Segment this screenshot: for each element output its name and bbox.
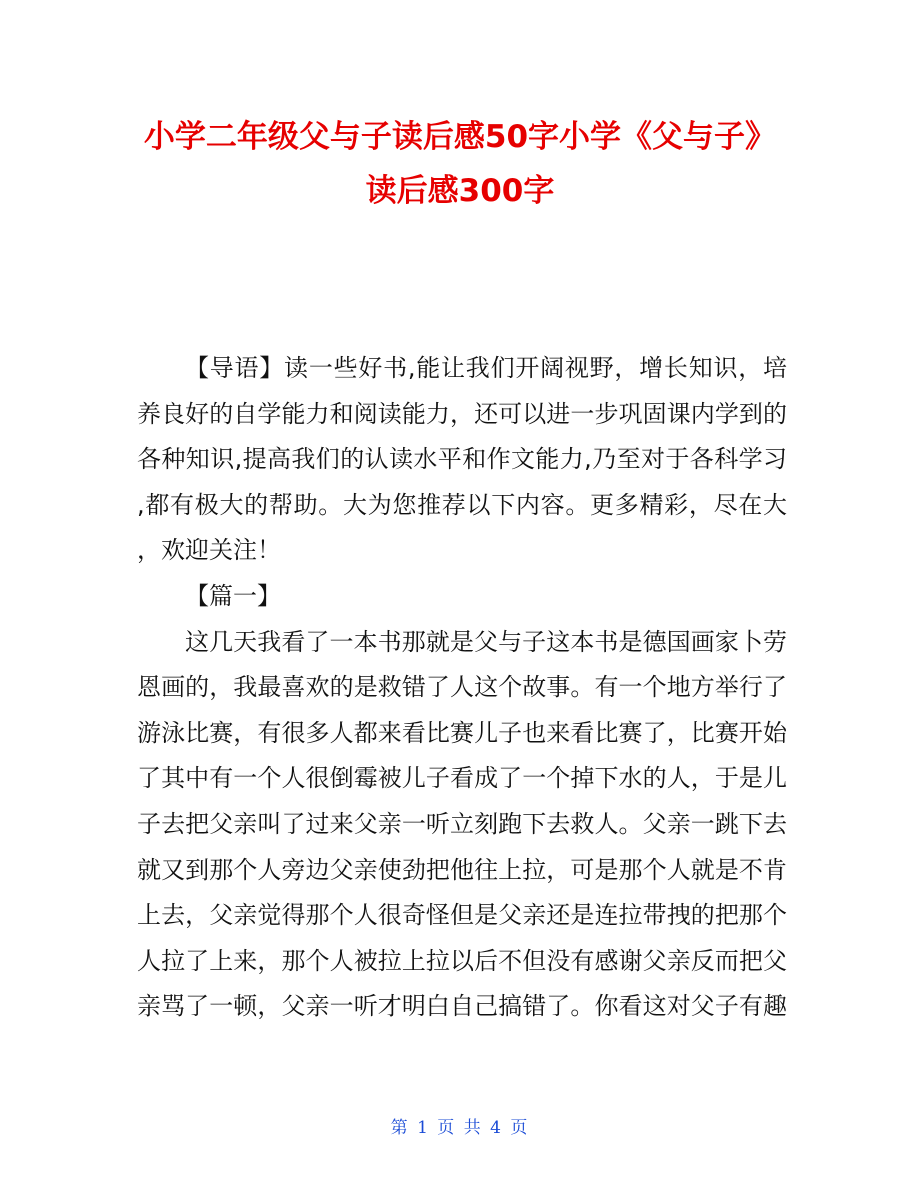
paragraph-line: 就又到那个人旁边父亲使劲把他往上拉，可是那个人就是不肯 [137, 855, 787, 884]
paragraph-line: 游泳比赛，有很多人都来看比赛儿子也来看比赛了，比赛开始 [137, 718, 787, 747]
paragraph-line: 这几天我看了一本书那就是父与子这本书是德国画家卜劳 [185, 627, 787, 656]
paragraph-line: 了其中有一个人很倒霉被儿子看成了一个掉下水的人，于是儿 [137, 764, 787, 793]
paragraph-line: 上去，父亲觉得那个人很奇怪但是父亲还是连拉带拽的把那个 [137, 901, 787, 930]
paragraph-line: 恩画的，我最喜欢的是救错了人这个故事。有一个地方举行了 [137, 673, 787, 702]
intro-line: 养良好的自学能力和阅读能力，还可以进一步巩固课内学到的 [137, 399, 787, 428]
section-heading: 【篇一】 [185, 581, 281, 610]
page-number-footer: 第 1 页 共 4 页 [390, 1118, 530, 1138]
document-title [100, 110, 820, 218]
paragraph-line: 亲骂了一顿，父亲一听才明白自己搞错了。你看这对父子有趣 [137, 992, 787, 1021]
section-paragraph [137, 620, 787, 1030]
paragraph-line: 人拉了上来，那个人被拉上拉以后不但没有感谢父亲反而把父 [137, 946, 787, 975]
intro-paragraph [137, 346, 787, 574]
title-line-2: 读后感300字 [365, 173, 555, 209]
intro-line: 【导语】读一些好书,能让我们开阔视野，增长知识，培 [185, 354, 787, 382]
intro-line: ,都有极大的帮助。大为您推荐以下内容。更多精彩，尽在大 [137, 490, 787, 519]
document-body [137, 346, 787, 1030]
paragraph-line: 子去把父亲叫了过来父亲一听立刻跑下去救人。父亲一跳下去 [137, 809, 787, 838]
intro-line: 各种知识,提高我们的认读水平和作文能力,乃至对于各科学习 [137, 445, 787, 474]
title-line-1: 小学二年级父与子读后感50字小学《父与子》 [143, 119, 777, 155]
intro-line: ，欢迎关注！ [137, 536, 281, 565]
